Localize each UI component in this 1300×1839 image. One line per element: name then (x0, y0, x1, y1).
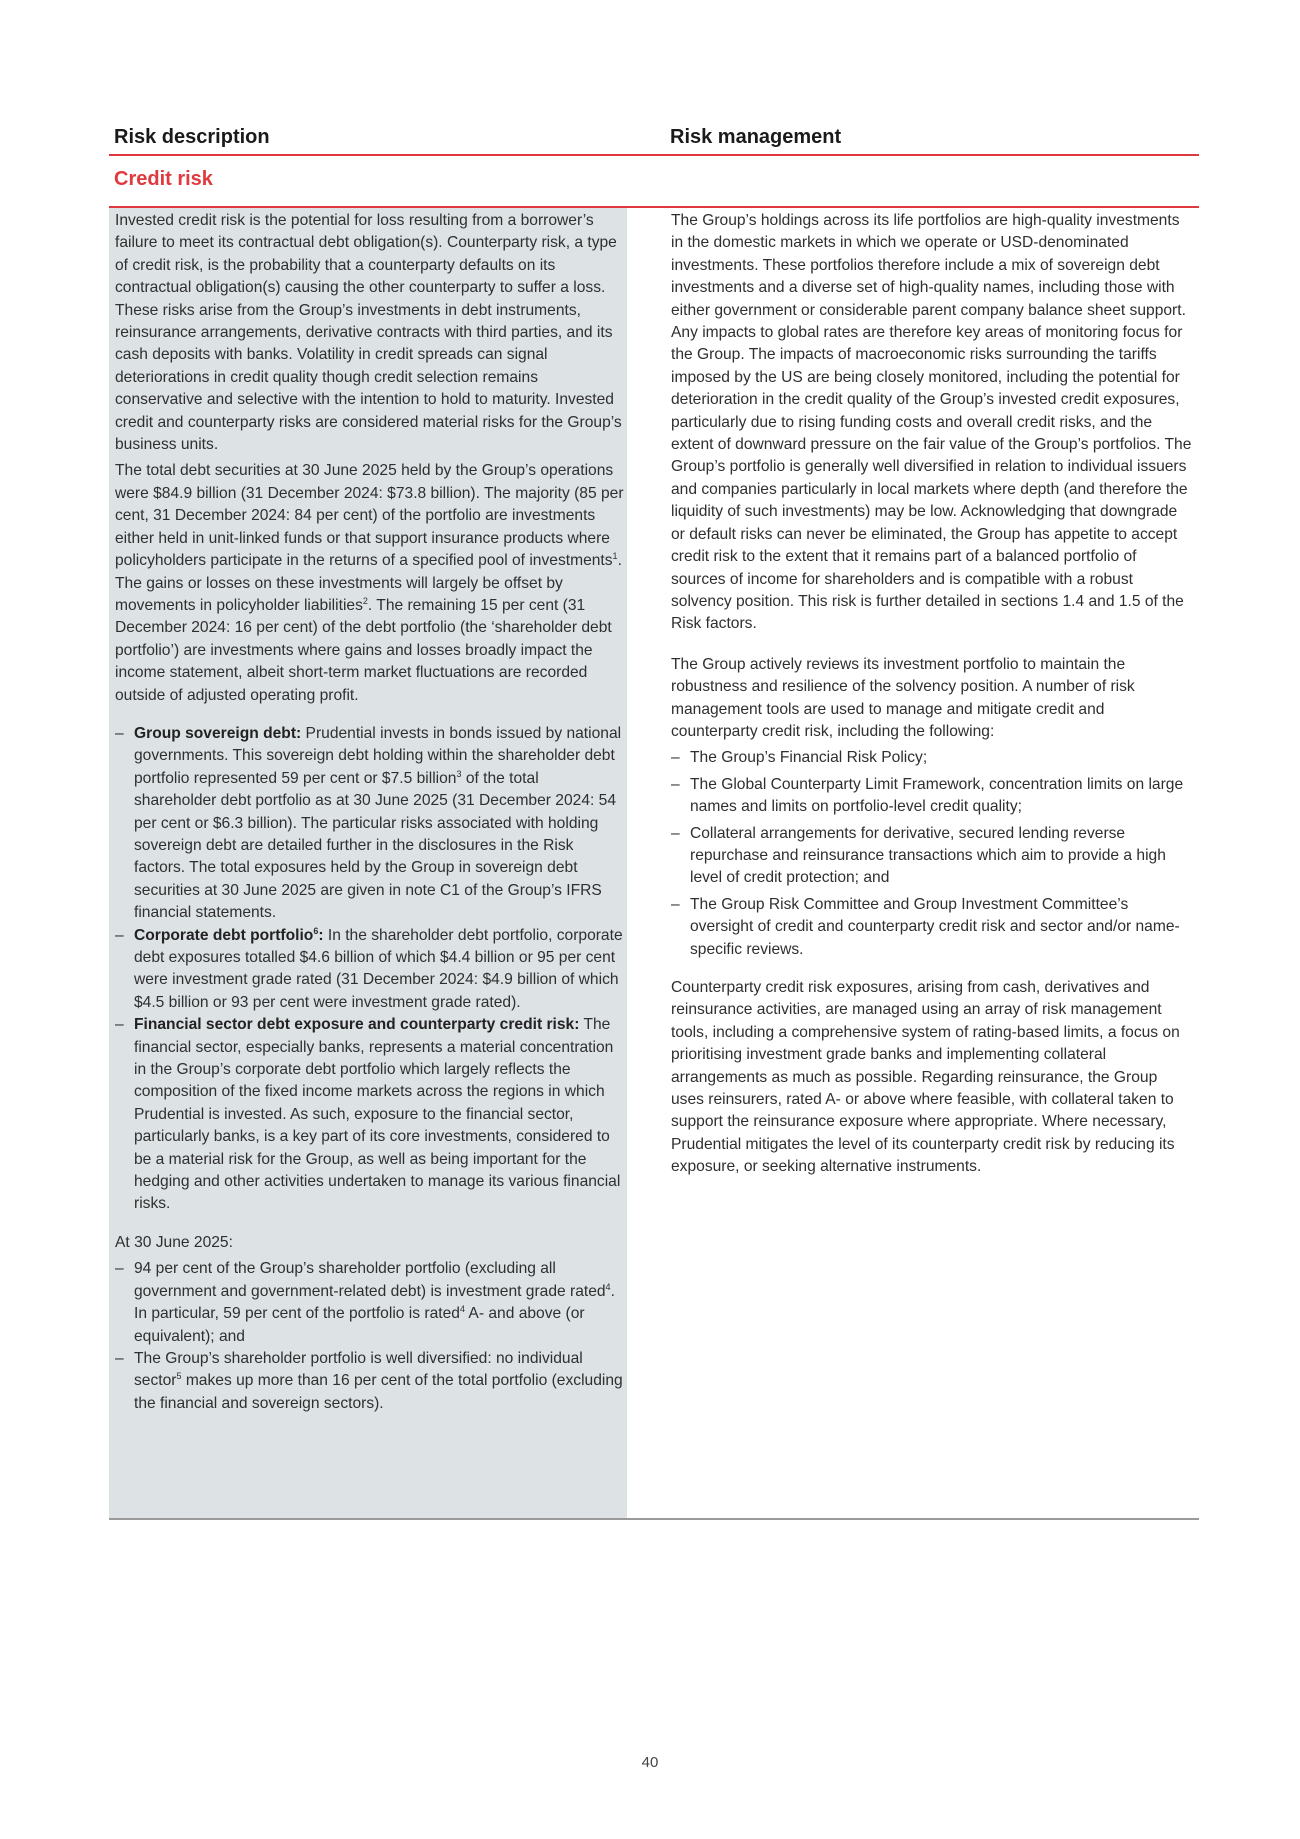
list-item: – Financial sector debt exposure and counterparty credit risk: The financial sector, especially banks, represents a material concentration in the Group’s corporate debt portfolio which largely reflects the composition of the fixed income markets across the regions in which Prudential is invested. As such, exposure to the financial sector, particularly banks, is a key part of its core investments, considered to be a material risk for the Group, as well as being important for the hedging and other activities undertaken to manage its various financial risks. (115, 1014, 625, 1216)
portfolio-summary-list (115, 1258, 625, 1415)
list-item: – 94 per cent of the Group’s shareholder portfolio (excluding all government and government-related debt) is investment grade rated$^4$. In particular, 59 per cent of the portfolio is rated$^4$ A- and above (or equivalent); and (115, 1258, 625, 1348)
page-number: 40 (641, 1754, 659, 1771)
list-item: – Corporate debt portfolio$^6$: In the shareholder debt portfolio, corporate debt exposures totalled $4.6 billion of which $4.4 billion or 95 per cent were investment grade rated (31 December 2024: $4.9 billion of which $4.5 billion or 93 per cent were investment grade rated). (115, 925, 625, 1015)
list-item: – Group sovereign debt: Prudential invests in bonds issued by national governments. This sovereign debt holding within the shareholder debt portfolio represented 59 per cent or $7.5 billion$^3$ of the total shareholder debt portfolio as at 30 June 2025 (31 December 2024: 54 per cent or $6.3 billion). The particular risks associated with holding sovereign debt are detailed further in the disclosures in the Risk factors. The total exposures held by the Group in sovereign debt securities at 30 June 2025 are given in note C1 of the Group’s IFRS financial statements. (115, 723, 625, 925)
list-item: – The Group Risk Committee and Group Investment Committee’s oversight of credit and counterparty credit risk and sector and/or name-specific reviews. (671, 894, 1193, 961)
header-divider (109, 154, 1199, 156)
at-date-label: At 30 June 2025: (115, 1233, 233, 1251)
risk-description-column (115, 210, 625, 1415)
investment-review-paragraph: The Group actively reviews its investment portfolio to maintain the robustness and resilience of the solvency position. A number of risk management tools are used to manage and mitigate credit and counterparty credit risk, including the following: (671, 655, 1135, 740)
table-bottom-divider (109, 1518, 1199, 1520)
risk-tools-list (671, 747, 1193, 961)
risk-management-column (671, 210, 1193, 1183)
footnote-ref: 4 (605, 1281, 611, 1292)
section-title: Credit risk (114, 168, 213, 190)
footnote-ref: 5 (176, 1371, 182, 1382)
footnote-ref: 3 (456, 768, 462, 779)
portfolio-holdings-paragraph: The Group’s holdings across its life portfolios are high-quality investments in the domestic markets in which we operate or USD-denominated investments. These portfolios therefore include a mix of sovereign debt investments and a diverse set of high-quality names, including those with either government or considerable parent company balance sheet support. Any impacts to global rates are therefore key areas of monitoring focus for the Group. The impacts of macroeconomic risks surrounding the tariffs imposed by the US are being closely monitored, including the potential for deterioration in the credit quality of the Group’s invested credit exposures, particularly due to rising funding costs and overall credit risks, and the extent of downward pressure on the fair value of the Group’s portfolios. The Group’s portfolio is generally well diversified in relation to individual issuers and companies particularly in local markets where depth (and therefore the liquidity of such investments) may be low. Acknowledging that downgrade or default risks can never be eliminated, the Group has appetite to accept credit risk to the extent that it remains part of a balanced portfolio of sources of income for shareholders and is compatible with a robust solvency position. This risk is further detailed in sections 1.4 and 1.5 of the Risk factors. (671, 212, 1192, 633)
list-item: – The Group’s shareholder portfolio is well diversified: no individual sector$^5$ makes up more than 16 per cent of the total portfolio (excluding the financial and sovereign sectors). (115, 1348, 625, 1415)
risk-management-heading: Risk management (670, 126, 842, 148)
list-item: – The Global Counterparty Limit Framework, concentration limits on large names and limits on portfolio-level credit quality; (671, 774, 1193, 819)
footnote-ref: 2 (362, 595, 368, 606)
footnote-ref: 1 (612, 550, 618, 561)
exposure-list (115, 723, 625, 1216)
counterparty-exposure-paragraph: Counterparty credit risk exposures, arising from cash, derivatives and reinsurance activities, are managed using an array of risk management tools, including a comprehensive system of rating-based limits, a focus on prioritising investment grade banks and implementing collateral arrangements as much as possible. Regarding reinsurance, the Group uses reinsurers, rated A- or above where feasible, with collateral taken to support the reinsurance exposure where appropriate. Where necessary, Prudential mitigates the level of its counterparty credit risk by reducing its exposure, or seeking alternative instruments. (671, 979, 1180, 1176)
list-item: – The Group’s Financial Risk Policy; (671, 747, 1193, 769)
list-item: – Collateral arrangements for derivative, secured lending reverse repurchase and reinsurance transactions which aim to provide a high level of credit protection; and (671, 823, 1193, 890)
debt-securities-paragraph: The total debt securities at 30 June 2025 held by the Group’s operations were $84.9 billion (31 December 2024: $73.8 billion). The majority (85 per cent, 31 December 2024: 84 per cent) of the portfolio are investments either held in unit-linked funds or that support insurance products where policyholders participate in the returns of a specified pool of investments$^1$. The gains or losses on these investments will largely be offset by movements in policyholder liabilities$^2$. The remaining 15 per cent (31 December 2024: 16 per cent) of the debt portfolio (the ‘shareholder debt portfolio’) are investments where gains and losses broadly impact the income statement, albeit short-term market fluctuations are recorded outside of adjusted operating profit. (115, 462, 624, 704)
footnote-ref: 6 (313, 925, 319, 936)
column-headers (109, 126, 1198, 156)
credit-risk-definition: Invested credit risk is the potential for loss resulting from a borrower’s failure to meet its contractual debt obligation(s). Counterparty risk, a type of credit risk, is the probability that a counterparty defaults on its contractual obligation(s) causing the other counterparty to suffer a loss. These risks arise from the Group’s investments in debt instruments, reinsurance arrangements, derivative contracts with third parties, and its cash deposits with banks. Volatility in credit spreads can signal deteriorations in credit quality though credit selection remains conservative and selective with the intention to hold to maturity. Invested credit and counterparty risks are considered material risks for the Group’s business units. (115, 212, 622, 454)
footnote-ref: 4 (459, 1303, 465, 1314)
risk-description-heading: Risk description (114, 126, 270, 148)
